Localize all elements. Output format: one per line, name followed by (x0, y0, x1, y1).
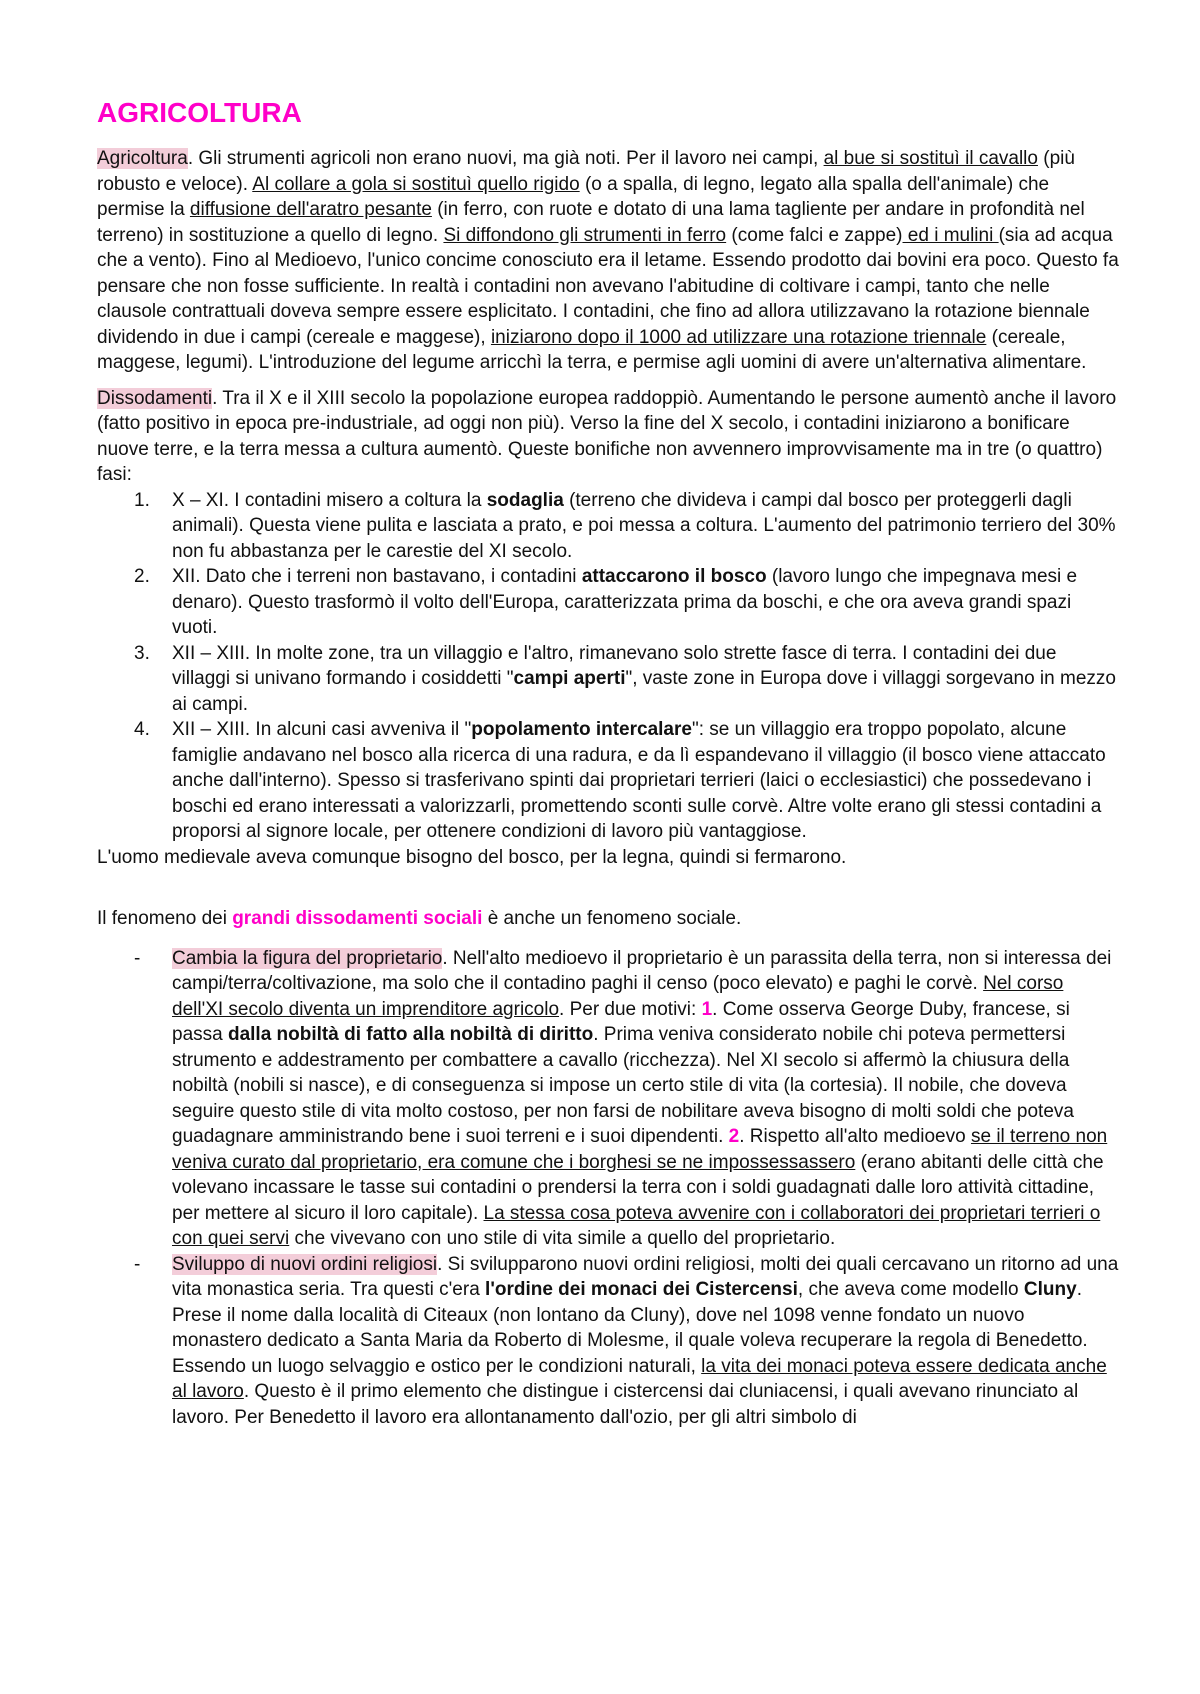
phases-list (97, 488, 1119, 845)
list-number: 1. (134, 489, 150, 511)
list-number: 4. (134, 719, 150, 740)
text: (lavoro lungo che impegnava mesi e denaro). Questo trasformò il volto dell'Europa, caratterizzata prima da boschi, e che ora aveva grandi spazi vuoti. (172, 566, 1078, 638)
text: XII – XIII. In molte zone, tra un villaggio e l'altro, rimanevano solo strette fasce di terra. I contadini dei due villaggi si univano formando i cosiddetti " (172, 642, 1057, 689)
text: ": se un villaggio era troppo popolato, alcune famiglie andavano nel bosco alla ricerca di una radura, e da lì espandevano il villaggio (il bosco viene attaccato anche dall'interno). Spesso si trasferivano spinti dai proprietari terrieri (laici o ecclesiastici) che possedevano i boschi ed erano interessati a valorizzarli, promettendo sconti sulle corvè. Altre volte erano gli stessi contadini a proporsi al signore locale, per ottenere condizioni di lavoro più vantaggiose. (172, 719, 1106, 842)
section-heading-agricoltura: Agricoltura (97, 148, 188, 169)
underlined-text: Si diffondono gli strumenti in ferro (443, 224, 727, 246)
text: ", vaste zone in Europa dove i villaggi sorgevano in mezzo ai campi. (172, 668, 1116, 715)
text: XII – XIII. In alcuni casi avveniva il " (172, 719, 472, 740)
paragraph-fenomeno (97, 906, 1119, 932)
bullet-dash: - (134, 947, 141, 969)
text: (in ferro, con ruote e dotato di una lama tagliente per andare in profondità nel terreno) in sostituzione a quello di legno. (97, 199, 1085, 246)
underlined-text: la vita dei monaci poteva essere dedicata anche al lavoro (172, 1355, 1107, 1402)
underlined-text: La stessa cosa poteva avvenire con i collaboratori dei proprietari terrieri o con quei servi (172, 1202, 1101, 1249)
text: , che aveva come modello (797, 1279, 1024, 1300)
text: . Prima veniva considerato nobile chi poteva permettersi strumento e addestramento per combattere a cavallo (ricchezza). Nel XI secolo si affermò la chiusura della nobiltà (nobili si nasce), e di conseguenza si impose un certo stile di vita (la cortesia). Il nobile, che doveva seguire questo stile di vita molto costoso, per non farsi de nobilitare aveva bisogno di molti soldi che poteva guadagnare amministrando bene i suoi terreni e i suoi dipendenti. (172, 1024, 1074, 1147)
section-heading-dissodamenti: Dissodamenti (97, 387, 213, 409)
bold-term: Cluny (1023, 1279, 1077, 1300)
text: . Per due motivi: (559, 998, 702, 1020)
text: (erano abitanti delle città che volevano incassare le tasse sui contadini o prendersi la terra con i soldi guadagnati dalle loro attività cittadine, per mettere al sicuro il loro capitale). (172, 1151, 1104, 1224)
bold-term: campi aperti (513, 668, 626, 689)
text: (sia ad acqua che a vento). Fino al Medioevo, l'unico concime conosciuto era il letame. Essendo prodotto dai bovini era poco. Questo fa pensare che non fosse sufficiente. In realtà i contadini non avevano l'abitudine di coltivare i campi, tanto che nelle clausole contrattuali doveva sempre essere esplicitato. I contadini, che fino ad allora utilizzavano la rotazione biennale dividendo in due i campi (cereale e maggese), (97, 224, 1119, 348)
underlined-text: ed i mulini (902, 224, 999, 246)
text: che vivevano con uno stile di vita simile a quello del proprietario. (289, 1228, 836, 1249)
text: . Rispetto all'alto medioevo (739, 1126, 971, 1147)
underlined-text: se il terreno non veniva curato dal proprietario, era comune che i borghesi se ne impossessassero (172, 1126, 1108, 1173)
bold-term: dalla nobiltà di fatto alla nobiltà di diritto (227, 1024, 594, 1045)
bullet-list (97, 946, 1119, 1431)
list-item (97, 564, 1119, 641)
text: (cereale, maggese, legumi). L'introduzione del legume arricchì la terra, e permise agli uomini di avere un'alternativa alimentare. (97, 326, 1087, 373)
text: . Nell'alto medioevo il proprietario è un parassita della terra, non si interessa dei campi/terra/coltivazione, ma solo che il contadino paghi il censo (poco elevato) e paghi le corvè. (172, 947, 1112, 994)
bold-term: sodaglia (486, 489, 564, 511)
bold-term: attaccarono il bosco (581, 566, 767, 587)
text: . Si svilupparono nuovi ordini religiosi, molti dei quali cercavano un ritorno ad una vita monastica seria. Tra questi c'era (172, 1253, 1119, 1300)
bullet-dash: - (134, 1253, 141, 1275)
text: (terreno che divideva i campi dal bosco per proteggerli dagli animali). Questa viene pulita e lasciata a prato, e poi messa a coltura. L'aumento del patrimonio terriero del 30% non fu abbastanza per le carestie del XI secolo. (172, 489, 1116, 562)
text: (come falci e zappe) (726, 224, 903, 246)
reason-number: 2 (728, 1126, 740, 1147)
paragraph-agricoltura (97, 146, 1119, 376)
text: XII. Dato che i terreni non bastavano, i contadini (172, 566, 582, 587)
document-body (97, 96, 1119, 1430)
paragraph-dissodamenti (97, 386, 1119, 488)
list-number: 3. (134, 642, 150, 664)
underlined-text: diffusione dell'aratro pesante (189, 199, 432, 220)
list-item (97, 717, 1119, 845)
underlined-text: iniziarono dopo il 1000 ad utilizzare una rotazione triennale (490, 326, 987, 348)
list-item (97, 488, 1119, 565)
bold-term: l'ordine dei monaci dei Cistercensi (485, 1279, 798, 1300)
text: . Gli strumenti agricoli non erano nuovi, ma già noti. Per il lavoro nei campi, (187, 148, 824, 169)
text: . Tra il X e il XIII secolo la popolazione europea raddoppiò. Aumentando le persone aumentò anche il lavoro (fatto positivo in epoca pre-industriale, ad oggi non più). Verso la fine del X secolo, i contadini iniziarono a bonificare nuove terre, e la terra messa a cultura aumentò. Queste bonifiche non avvennero improvvisamente ma in tre (o quattro) fasi: (97, 387, 1117, 485)
text: X – XI. I contadini misero a coltura la (172, 489, 487, 511)
list-item-proprietario (97, 946, 1119, 1252)
list-item-ordini-religiosi (97, 1252, 1119, 1431)
underlined-text: Nel corso dell'XI secolo diventa un imprenditore agricolo (172, 973, 1064, 1020)
text: . Come osserva George Duby, francese, si passa (172, 998, 1070, 1045)
paragraph-bosco: L'uomo medievale aveva comunque bisogno del bosco, per la legna, quindi si fermarono. (97, 846, 847, 868)
reason-number: 1 (701, 998, 713, 1020)
bold-term: popolamento intercalare (471, 719, 692, 740)
text: Il fenomeno dei (97, 908, 233, 929)
list-item (97, 641, 1119, 718)
text: . Prese il nome dalla località di Citeaux (non lontano da Cluny), dove nel 1098 venne fondato un nuovo monastero dedicato a Santa Maria da Roberto di Molesme, il quale voleva recuperare la regola di Benedetto. Essendo un luogo selvaggio e ostico per le condizioni naturali, (172, 1279, 1088, 1377)
document-title: AGRICOLTURA (97, 97, 302, 128)
text: (o a spalla, di legno, legato alla spalla dell'animale) che permise la (97, 173, 1050, 220)
highlighted-term: grandi dissodamenti sociali (232, 908, 483, 929)
section-heading-ordini: Sviluppo di nuovi ordini religiosi (172, 1253, 438, 1275)
text: (più robusto e veloce). (97, 148, 1075, 195)
underlined-text: al bue si sostituì il cavallo (823, 148, 1038, 169)
underlined-text: Al collare a gola si sostituì quello rigido (252, 173, 580, 195)
text: . Questo è il primo elemento che distingue i cistercensi dai cluniacensi, i quali avevano rinunciato al lavoro. Per Benedetto il lavoro era allontanamento dall'ozio, per gli altri simbolo di (172, 1381, 1079, 1428)
text: è anche un fenomeno sociale. (482, 908, 742, 929)
list-number: 2. (134, 566, 150, 587)
section-heading-proprietario: Cambia la figura del proprietario (172, 947, 443, 969)
